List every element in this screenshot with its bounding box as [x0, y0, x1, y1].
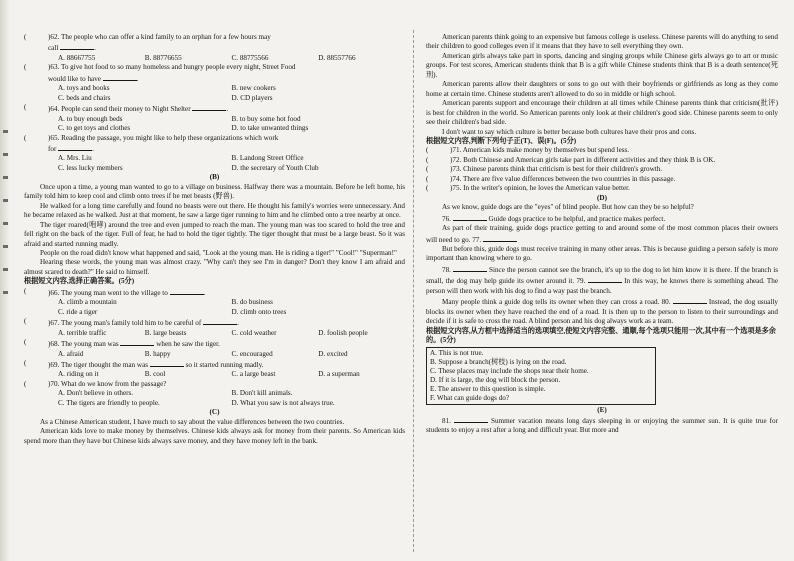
passage-paragraph: As a Chinese American student, I have much to say about the value differences between the two countries. [40, 417, 345, 426]
tf-item-75: ( )75. In the writer's opinion, he loves the American value better. [426, 184, 630, 193]
passage-paragraph: American girls always take part in sports, dancing and singing groups while Chinese girls always go to art or music groups. For test scores, American students think that B is a gift while Chinese students think that B is a death sentence(死刑). [426, 51, 778, 79]
tf-item-74: ( )74. There are five value differences between the two countries in this passage. [426, 174, 676, 183]
binding-marks [3, 130, 11, 330]
passage-paragraph: American parents support and encourage their children at all times while Chinese parents think that criticism(批评) is best for children in the world. So American parents only look at their children's good side. Chinese parents seem to only see their children's bad side. [426, 99, 778, 127]
passage-paragraph: People on the road didn't know what happened and said, "Look at the young man. He is riding a tiger!" "Cool!" "Superman!" [40, 248, 397, 257]
box-option: B. Suppose a branch(树枝) is lying on the road. [430, 357, 567, 366]
question-63: ( )63. To give hot food to so many homeless and hungry people every night, Street Food [24, 63, 296, 72]
q62-options: A. 88667755 B. 88776655 C. 88775566 D. 88557766 [58, 53, 356, 62]
tf-item-73: ( )73. Chinese parents think that criticism is best for their children's growth. [426, 165, 663, 174]
question-65: ( )65. Reading the passage, you might like to help these organizations which work [24, 133, 279, 142]
section-heading-c: (C) [209, 408, 220, 417]
question-67: ( )67. The young man's family told him to be careful of . [24, 317, 239, 328]
tf-item-71: ( )71. American kids make money by themselves but spend less. [426, 146, 630, 155]
box-option: C. These places may include the shops near their home. [430, 366, 589, 375]
question-62: ( )62. The people who can offer a kind family to an orphan for a few hours may [24, 33, 271, 41]
passage-paragraph: He walked for a long time carefully and found no beasts were out there. He thought his family's worries were unnecessary. And he became relaxed as he walked. Just at that moment, he saw a large tiger running to him and he climbed onto a tree nearby at once. [24, 201, 405, 220]
options-box [426, 347, 656, 405]
question-66: ( )66. The young man went to the village to . [24, 286, 206, 297]
passage-paragraph-80: Many people think a guide dog tells its owner when they can cross a road. 80. Instead, the dog usually blocks its owner when they have reached the end of a road. It is then up to the person to listen to their surroundings and decide if it is safe to cross the road. A blind person and his dog always work as a team. [426, 298, 778, 326]
right-column [426, 33, 778, 436]
column-divider [413, 30, 414, 552]
passage-paragraph: American parents think going to an expensive but famous college is useless. Chinese parents will do anything to send their children to good colleges even if it means that they have to sell everything they own. [426, 33, 778, 51]
question-69: ( )69. The tiger thought the man was so it started running madly. [24, 358, 264, 369]
instructions-d: 根据短文内容,从方框中选择适当的选项填空,使短文内容完整、通顺,每个选项只能用一次,其中有一个选项是多余的。(5分) [426, 326, 776, 345]
passage-paragraph-81: 81. Summer vacation means long days sleeping in or enjoying the summer sun. It is quite true for students to enjoy a rest after a long and difficult year. But more and [426, 416, 778, 435]
tf-item-72: ( )72. Both Chinese and American girls take part in different activities and they think B is OK. [426, 155, 716, 164]
answer-blank[interactable] [60, 42, 94, 50]
passage-paragraph: American kids love to make money by themselves. Chinese kids always ask for money from their parents. So American kids spend more than they have but Chinese kids always save money, and they have money left in the bank. [24, 427, 405, 445]
section-heading-d: (D) [597, 193, 607, 202]
section-heading-e: (E) [597, 405, 607, 414]
question-70: ( )70. What do we know from the passage? [24, 379, 167, 388]
box-option: D. If it is large, the dog will block the person. [430, 375, 561, 384]
box-option: E. The answer to this question is simple. [430, 384, 546, 393]
box-option: A. This is not true. [430, 348, 484, 357]
instructions-b: 根据短文内容,选择正确答案。(5分) [24, 277, 135, 286]
passage-paragraph-77: As part of their training, guide dogs practice getting to and around some of the most common places their owners will need to go. 77. [426, 224, 778, 244]
left-column: ( )62. The people who can offer a kind family to an orphan for a few hours may call . A. 88667755 B. 88776655 C. 88775566 D. 88557766 ( )63. To give hot food to so many homeless and hungry people every night, Street Food would like to have . A. toys and books B. new cookers C. beds and chairs D. CD players ( )64. People can send their money to Night Shelter . A. to buy enough beds B. to buy some hot food C. to get toys and clothes D. to take unwanted things ( )65. Reading the passage, you might like to help these organizations which work for . A. Mrs. Liu B. Landong Street Office C. less lucky members D. the secretary of Youth Club (B) Once upon a time, a young man wanted to go to a village on business. Halfway there was a mountain. Before he left home, his family told him to keep cool and climb onto trees if he met beasts (野兽). He walked for a long time carefully and found no beasts were out there. He thought his family's worries were unnecessary. And he became relaxed as he walked. Just at that moment, he saw a large tiger running to him and he climbed onto a tree nearby at once. The tiger roared(咆哮) around the tree and even jumped to reach the man. The young man was too scared to hold the tree and fell right on the back of the tiger. Full of fear, he had to hold the tiger tightly. The tiger thought that must be a large beast. So it was afraid and started running madly. People on the road didn't know what happened and said, "Look at the young man. He is riding a tiger!" "Cool!" "Superman!" Hearing these words, the young man was almost crazy. "Why can't they see I'm in danger? Don't they know I am afraid and almost scared to death?" He said to himself. 根据短文内容,选择正确答案。(5分) ( )66. The young man went to the village to . A. climb a mountain B. do business C. ride a tiger D. climb onto trees ( )67. The young man's family told him to be careful of . A. terrible traffic B. large beasts C. cold weather D. foolish people ( )68. The young man was when he saw the tiger. A. afraid B. happy C. encouraged D. excited ( )69. The tiger thought the man was so it started running madly. A. riding on it B. cool C. a large beast D. a superman ( )70. What do we know from the passage? A. Don't believe in others. B. Don't kill animals. C. The tigers are friendly to people. D. What you saw is not always true. (C) As a Chinese American student, I have much to say about the value differences between the two countries. American kids love to make money by themselves. Chinese kids always ask for money from their parents. So American kids spend more than they have but Chinese kids always save money, and they have money left in the bank. [24, 33, 405, 445]
passage-paragraph: American parents allow their daughters or sons to go out with their boyfriends or girlfriends as long as they come home at certain time. Chinese students aren't allowed to do so in middle or high school. [426, 80, 778, 98]
passage-paragraph: The tiger roared(咆哮) around the tree and even jumped to reach the man. The young man was too scared to hold the tree and fell right on the back of the tiger. Full of fear, he had to hold the tiger tightly. The tiger thought that must be a large beast. So it was afraid and started running madly. [24, 220, 405, 248]
passage-paragraph: Hearing these words, the young man was almost crazy. "Why can't they see I'm in danger? Don't they know I am afraid and almost scared to death?" He said to himself. [24, 258, 405, 276]
question-68: ( )68. The young man was when he saw the tiger. [24, 338, 220, 349]
passage-paragraph: I don't want to say which culture is better because both cultures have their pros and cons. [442, 127, 697, 136]
passage-paragraph: As we know, guide dogs are the "eyes" of blind people. But how can they be so helpful? [442, 203, 694, 212]
passage-paragraph-78-79: 78. Since the person cannot see the branch, it's up to the dog to let him know it is there. If the branch is small, the dog may help guide its owner around it. 79. In this way, he knows there is something ahead. The person will then work with his dog to find a way past the branch. [426, 265, 778, 295]
passage-paragraph: Once upon a time, a young man wanted to go to a village on business. Halfway there was a mountain. Before he left home, his family told him to keep cool and climb onto trees if he met beasts (野兽). [24, 182, 405, 201]
passage-paragraph-76: 76. Guide dogs practice to be helpful, and practice makes perfect. [442, 214, 666, 223]
question-64: ( )64. People can send their money to Night Shelter . [24, 103, 229, 114]
instructions-c: 根据短文内容,判断下列句子正(T)、误(F)。(5分) [426, 136, 577, 145]
section-heading-b: (B) [209, 173, 220, 182]
passage-paragraph: But before this, guide dogs must receive training in many other areas. This is because guiding a person safely is more important than knowing where to go. [426, 244, 778, 263]
box-option: F. What can guide dogs do? [430, 393, 510, 402]
